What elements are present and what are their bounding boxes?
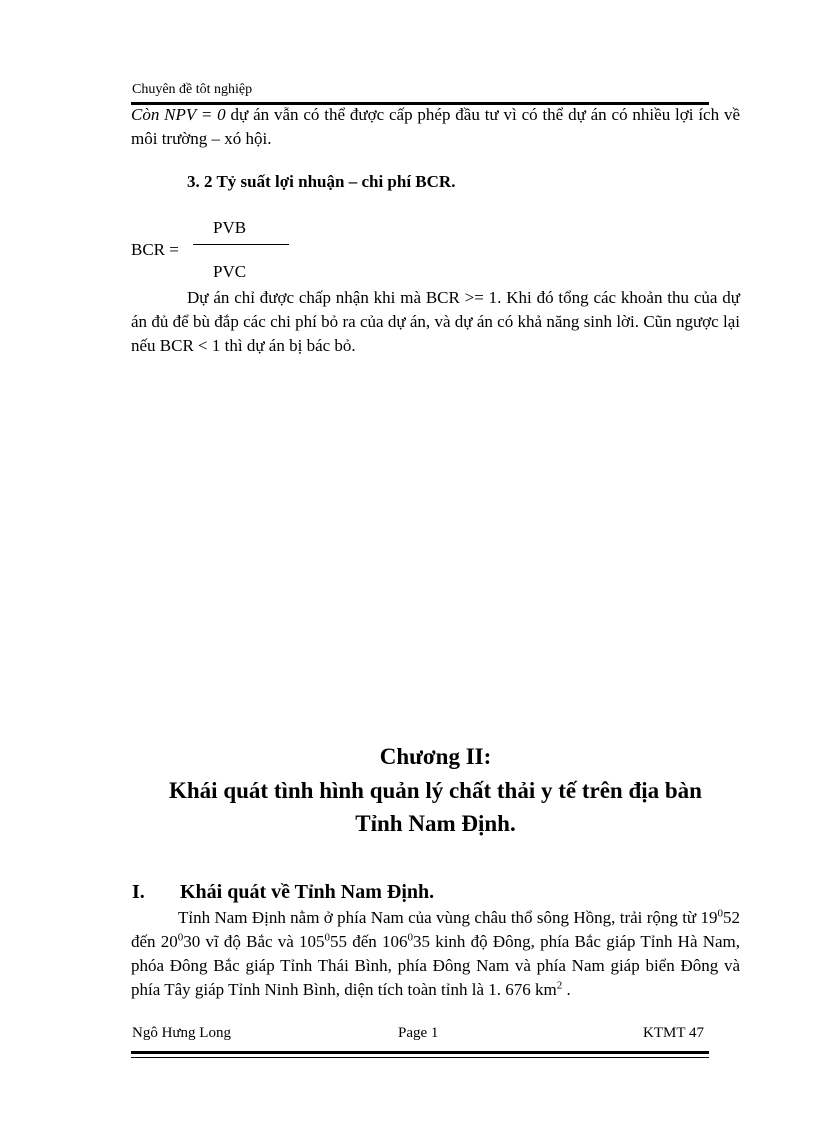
npv-paragraph [131, 103, 740, 151]
squared-sup: 2 [556, 979, 563, 992]
chapter-title-line1: Khái quát tình hình quản lý chất thải y tế trên địa bàn [169, 778, 702, 803]
degree-sup: 0 [717, 907, 723, 920]
page-header-title: Chuyên đề tôt nghiệp [132, 82, 253, 97]
text-seg: 35 kinh độ Đông, phía Bắc giáp Tỉnh Hà Nam, phóa Đông Bắc giáp Tỉnh Thái Bình, phía Đông Nam và phía Nam giáp biển Đông và phía Tây giáp Tỉnh Ninh Bình, diện tích toàn tỉnh là 1. 676 km [131, 932, 741, 999]
chapter-number: Chương II: [379, 744, 492, 769]
text-seg: 52 đến 20 [131, 908, 740, 951]
text-seg: . [562, 980, 571, 999]
text-seg: 55 đến 106 [330, 932, 408, 951]
degree-sup: 0 [407, 931, 413, 944]
footer-author: Ngô Hưng Long [132, 1025, 231, 1041]
chapter-title-line2: Tỉnh Nam Định. [355, 811, 516, 836]
degree-sup: 0 [177, 931, 184, 944]
footer-rule-thick [131, 1051, 709, 1054]
section-3-2-heading: 3. 2 Tỷ suất lợi nhuận – chi phí BCR. [187, 172, 456, 191]
section-I-number: I. [132, 881, 145, 903]
footer-code: KTMT 47 [643, 1025, 704, 1041]
npv-italic-text: Còn NPV = 0 [131, 105, 226, 124]
bcr-explanation-paragraph: Dự án chỉ được chấp nhận khi mà BCR >= 1. Khi đó tổng các khoản thu của dự án đủ để bù đắp các chi phí bỏ ra của dự án, và dự án có khả năng sinh lời. Cũn ngược lại nếu BCR < 1 thì dự án bị bác bỏ. [131, 288, 740, 355]
degree-sup: 0 [324, 931, 331, 944]
formula-fraction-line [193, 244, 289, 245]
formula-numerator: PVB [213, 218, 247, 237]
formula-denominator: PVC [213, 262, 247, 281]
formula-lhs: BCR = [131, 240, 179, 259]
footer-page-number: Page 1 [398, 1025, 439, 1041]
nam-dinh-paragraph [131, 906, 740, 1002]
npv-rest-text: dự án vẫn có thể được cấp phép đầu tư vì có thể dự án có nhiều lợi ích về môi trường – xó hội. [131, 105, 740, 148]
footer-rule-thin [131, 1057, 709, 1058]
text-seg: Tỉnh Nam Định nằm ở phía Nam của vùng châu thổ sông Hồng, trải rộng từ 19 [178, 908, 718, 927]
section-I-title: Khái quát về Tỉnh Nam Định. [180, 881, 435, 903]
text-seg: 30 vĩ độ Bắc và 105 [183, 932, 325, 951]
